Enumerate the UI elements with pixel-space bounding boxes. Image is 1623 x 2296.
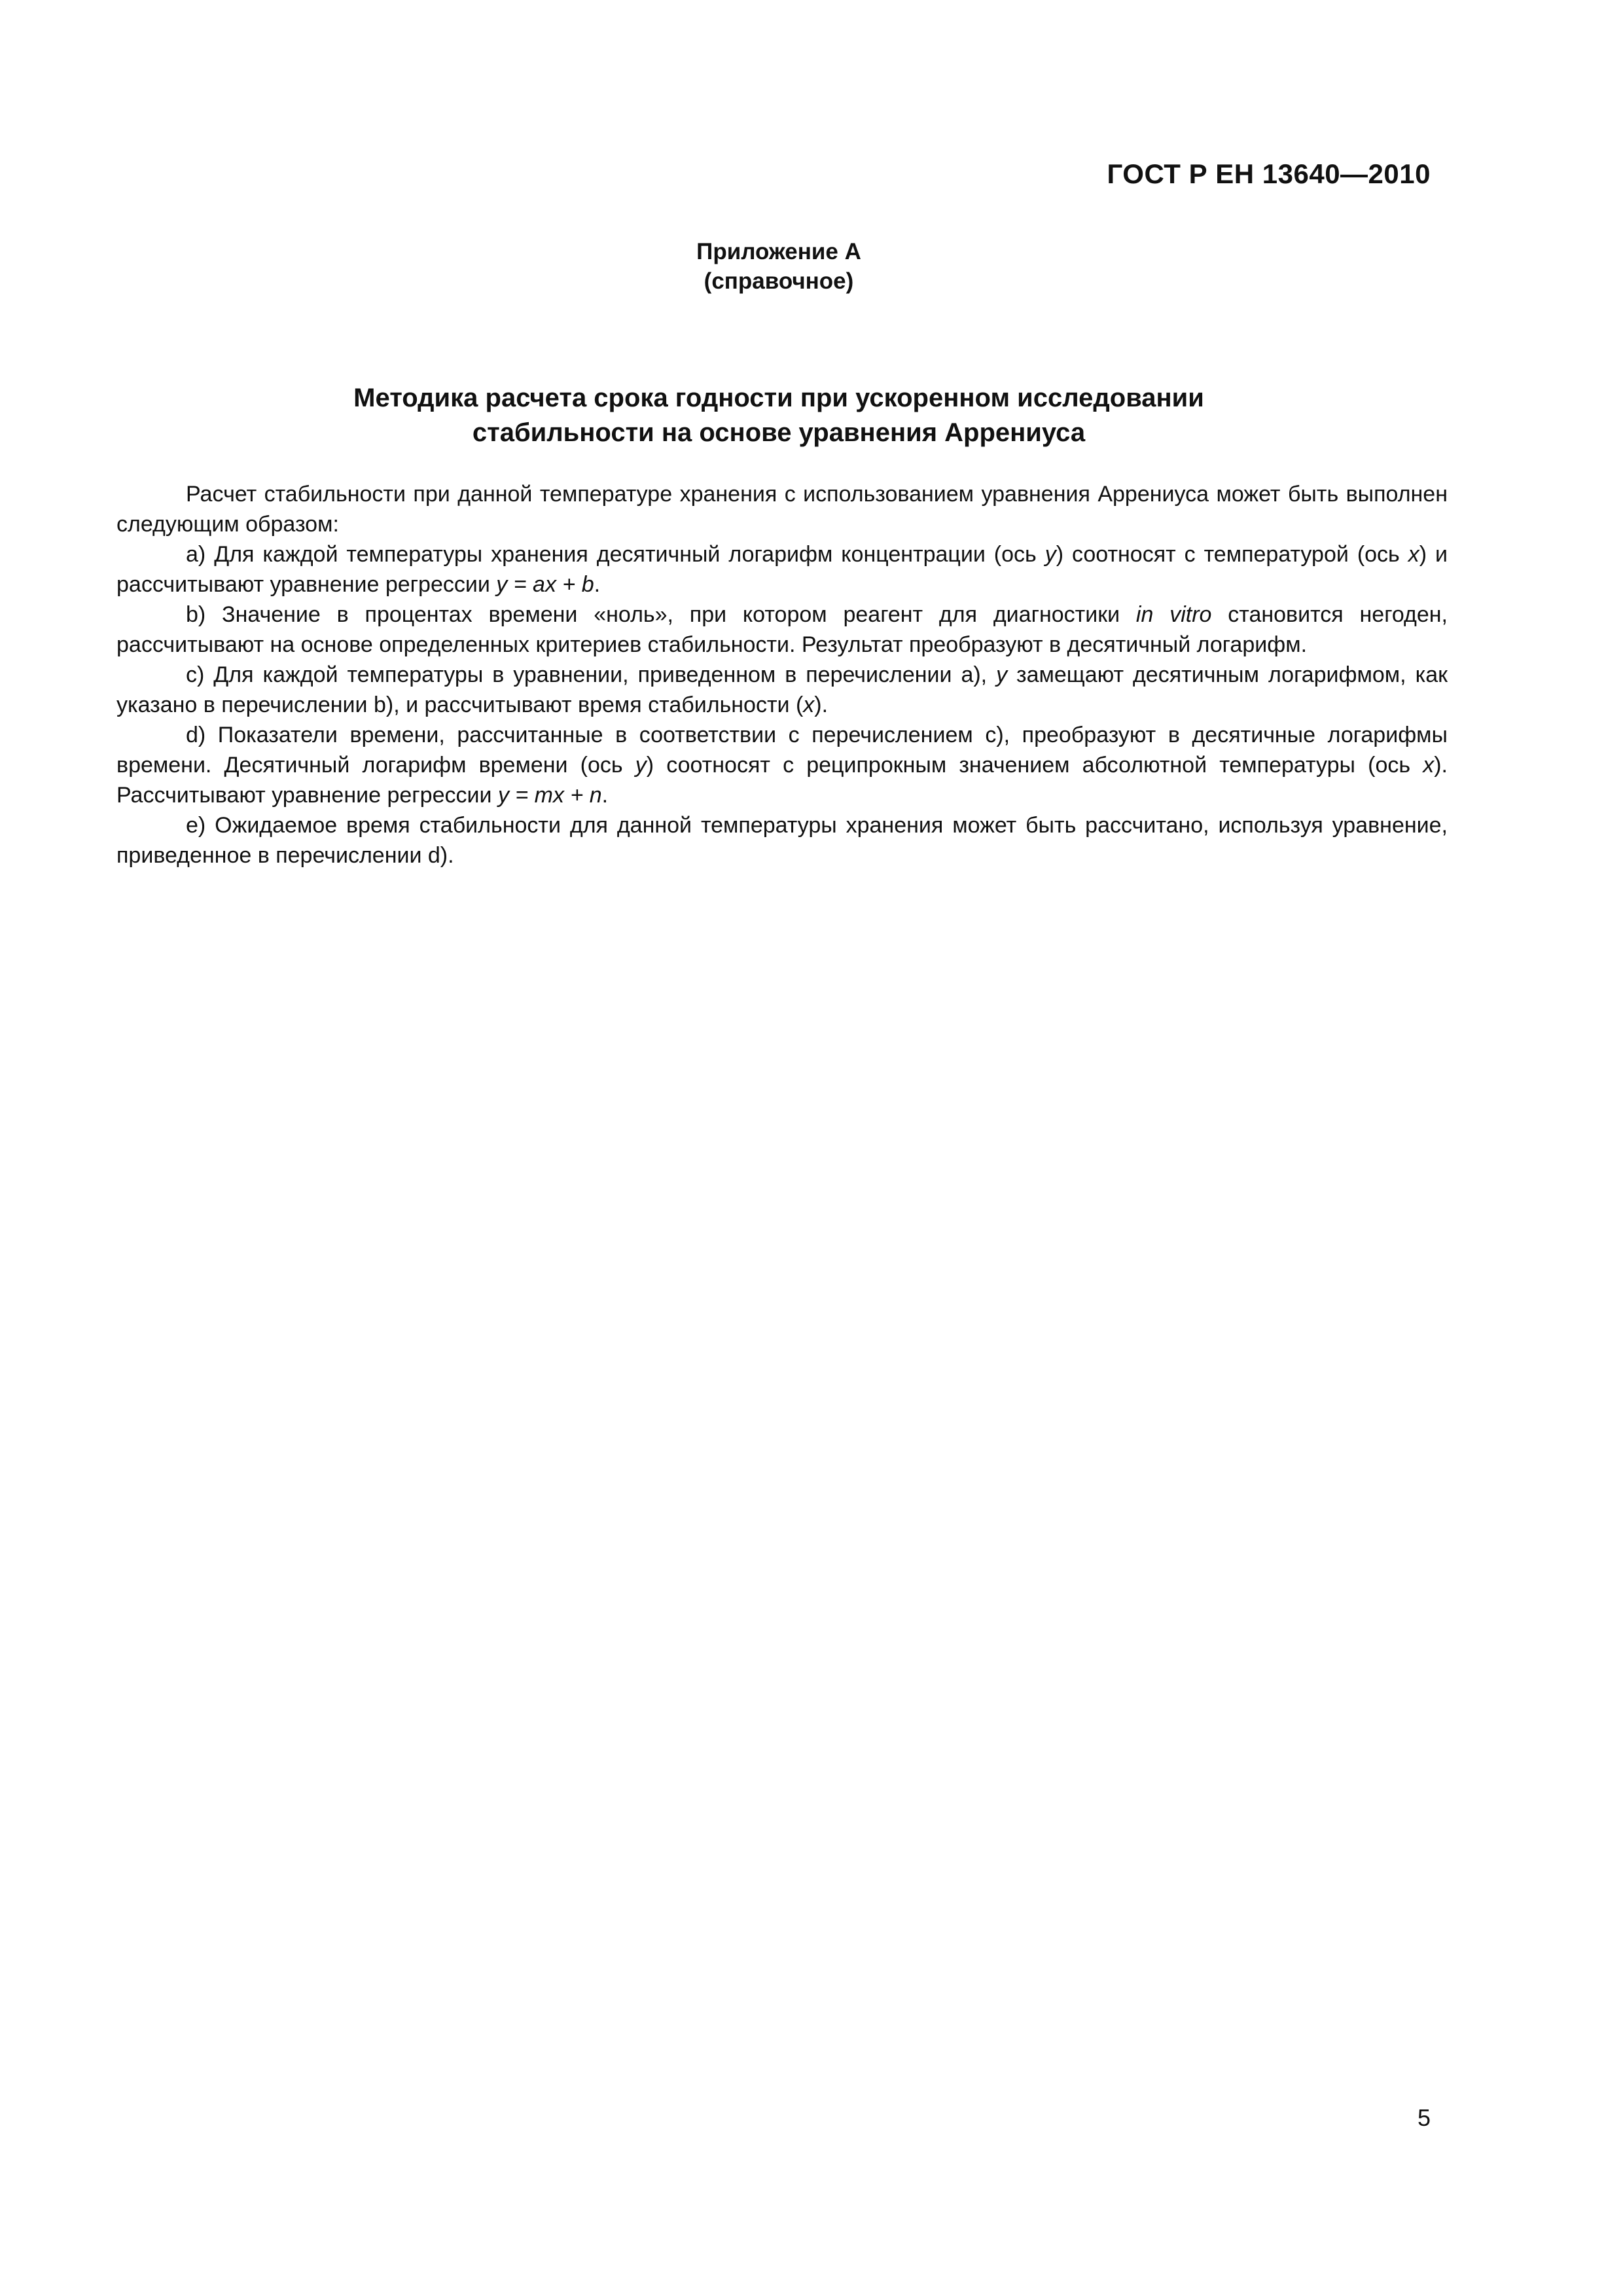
item-c-var-2: x	[803, 692, 815, 717]
annex-label: Приложение А	[696, 239, 861, 264]
item-d-text-4: .	[601, 783, 609, 808]
item-d-paragraph	[116, 720, 1448, 810]
item-e-paragraph: е) Ожидаемое время стабильности для данной температуры хранения может быть рассчитано, используя уравнение, приведенное в перечислении d).	[116, 813, 1448, 868]
annex-title-line-2: стабильности на основе уравнения Аррениуса	[472, 418, 1086, 447]
body-text	[116, 479, 1448, 870]
item-b-paragraph	[116, 600, 1448, 660]
item-c-text-3: ).	[814, 692, 829, 717]
page-number: 5	[1417, 2104, 1431, 2131]
item-d-text-3: ). Рассчитывают уравнение регрессии	[116, 753, 1448, 808]
intro-paragraph: Расчет стабильности при данной температуре хранения с использованием уравнения Аррениуса может быть выполнен следующим образом:	[116, 482, 1448, 537]
item-b-text-2: становится негоден, рассчитывают на основе определенных критериев стабильности. Результат преобразуют в десятичный логарифм.	[116, 602, 1448, 657]
item-d-var-2: x	[1423, 753, 1435, 778]
item-a-var-2: x	[1408, 542, 1419, 567]
item-d-text-1: d) Показатели времени, рассчитанные в соответствии с перечислением с), преобразуют в десятичные логарифмы времени. Десятичный логарифм времени (ось	[116, 723, 1448, 778]
item-c-paragraph	[116, 660, 1448, 720]
item-c-text-1: с) Для каждой температуры в уравнении, приведенном в перечислении а),	[186, 662, 997, 687]
item-b-italic: in vitro	[1135, 602, 1212, 627]
item-a-paragraph	[116, 539, 1448, 600]
annex-heading	[0, 237, 1558, 296]
item-c-var-1: у	[996, 662, 1008, 687]
item-a-text-2: ) соотносят с температурой (ось	[1056, 542, 1408, 567]
annex-title	[0, 381, 1558, 450]
annex-title-line-1: Методика расчета срока годности при ускоренном исследовании	[353, 384, 1204, 412]
item-a-var-1: y	[1044, 542, 1056, 567]
item-b-text-1: b) Значение в процентах времени «ноль», при котором реагент для диагностики	[186, 602, 1136, 627]
item-a-text-1: а) Для каждой температуры хранения десятичный логарифм концентрации (ось	[186, 542, 1045, 567]
item-d-var-1: у	[635, 753, 647, 778]
item-d-text-2: ) соотносят с реципрокным значением абсолютной температуры (ось	[646, 753, 1423, 778]
item-a-text-4: .	[594, 572, 601, 597]
document-id: ГОСТ Р ЕН 13640—2010	[1107, 158, 1431, 189]
item-a-text-3: ) и рассчитывают уравнение регрессии	[116, 542, 1448, 597]
annex-type: (справочное)	[704, 268, 854, 294]
item-a-formula: y = ax + b	[496, 572, 594, 597]
item-c-text-2: замещают десятичным логарифмом, как указано в перечислении b), и рассчитывают время стабильности (	[116, 662, 1448, 717]
item-d-formula: y = mx + n	[497, 783, 602, 808]
